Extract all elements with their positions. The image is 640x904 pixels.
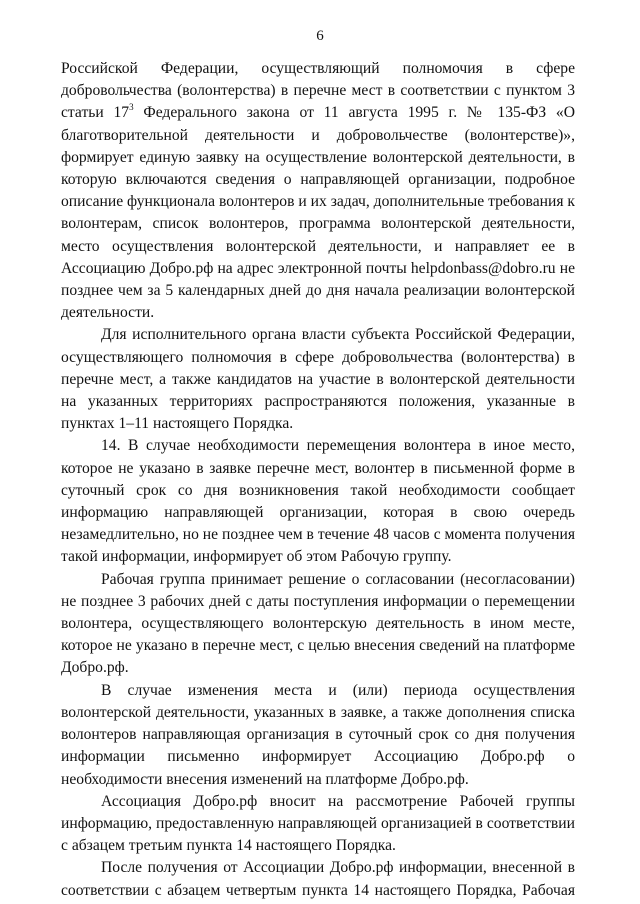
- paragraph: Рабочая группа принимает решение о согласовании (несогласовании) не позднее 3 рабочих дней с даты поступления информации о перемещении волонтера, осуществляющего волонтерскую деятельность в ином месте, которое не указано в перечне мест, с целью внесения сведений на платформе Добро.рф.: [61, 570, 575, 677]
- paragraph: Для исполнительного органа власти субъекта Российской Федерации, осуществляющего полномочия в сфере добровольчества (волонтерства) в перечне мест, а также кандидатов на участие в волонтерской деятельности на указанных территориях распространяются положения, указанные в пунктах 1–11 настоящего Порядка.: [61, 326, 575, 433]
- page-number: 6: [316, 28, 324, 44]
- superscript-number: 3: [129, 102, 134, 113]
- paragraph-item-14: 14. В случае необходимости перемещения волонтера в иное место, которое не указано в заявке перечне мест, волонтер в письменной форме в суточный срок со дня возникновения такой необходимости сообщает информацию направляющей организации, которая в свою очередь незамедлительно, но не позднее чем в течение 48 часов с момента получения такой информации, информирует об этом Рабочую группу.: [61, 437, 575, 566]
- paragraph-text-part: Российской Федерации, осуществляющий полномочия в сфере добровольчества (волонтерства) в перечне мест в соответствии с пунктом 3 статьи 17: [61, 60, 575, 122]
- document-body: [61, 58, 575, 902]
- paragraph-continuation: [61, 58, 575, 324]
- paragraph: Ассоциация Добро.рф вносит на рассмотрение Рабочей группы информацию, предоставленную направляющей организацией в соответствии с абзацем третьим пункта 14 настоящего Порядка.: [61, 792, 575, 855]
- paragraph: В случае изменения места и (или) периода осуществления волонтерской деятельности, указанных в заявке, а также дополнения списка волонтеров направляющая организация в суточный срок со дня получения информации письменно информирует Ассоциацию Добро.рф о необходимости внесения изменений на платформе Добро.рф.: [61, 681, 575, 788]
- paragraph-text-part: Федерального закона от 11 августа 1995 г. № 135-ФЗ «О благотворительной деятельности и добровольчестве (волонтерстве)», формирует единую заявку на осуществление волонтерской деятельности, в которую включаются сведения о направляющей организации, подробное описание функционала волонтеров и их задач, дополнительные требования к волонтерам, список волонтеров, программа волонтерской деятельности, место осуществления волонтерской деятельности, и направляет ее в Ассоциацию Добро.рф на адрес электронной почты helpdonbass@dobro.ru не позднее чем за 5 календарных дней до дня начала реализации волонтерской деятельности.: [61, 104, 575, 322]
- paragraph-truncated: После получения от Ассоциации Добро.рф информации, внесенной в соответствии с абзацем четвертым пункта 14 настоящего Порядка, Рабочая: [61, 859, 575, 899]
